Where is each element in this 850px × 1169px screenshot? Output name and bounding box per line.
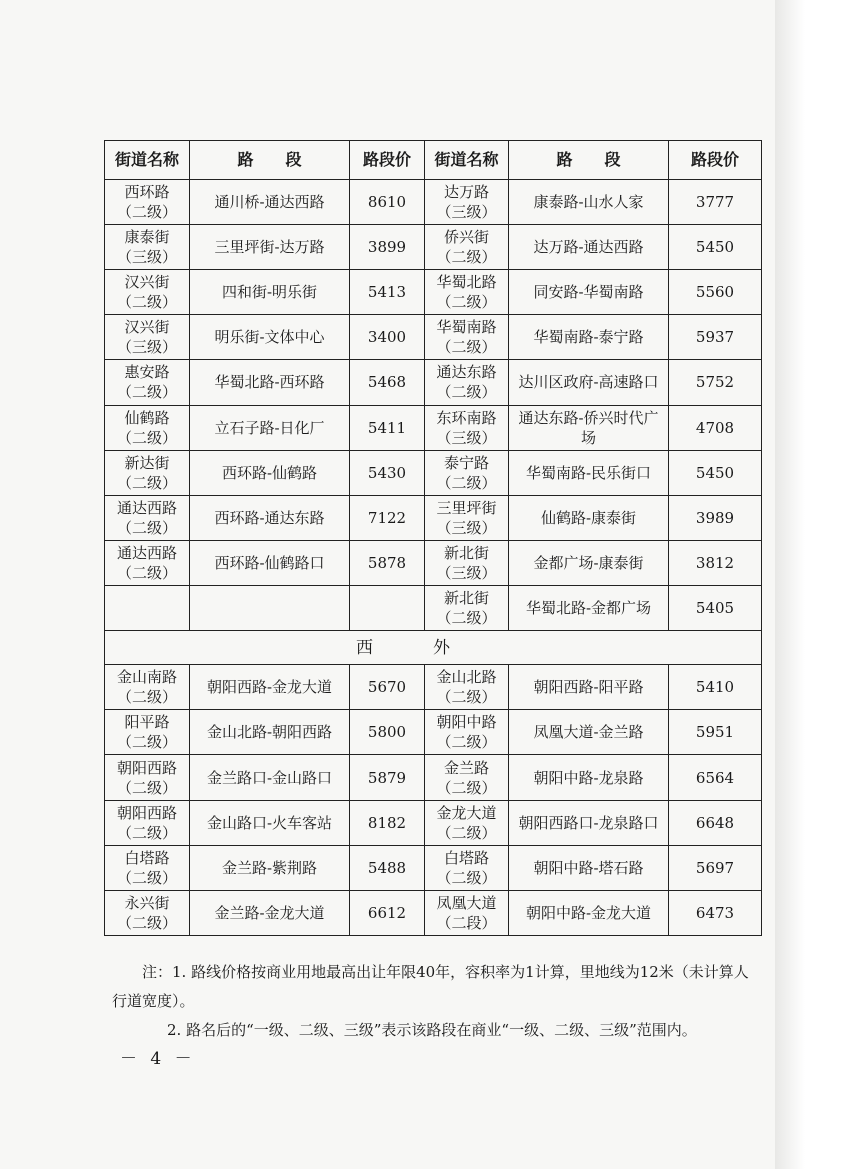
street-name-cell-grade: （二级）	[116, 733, 177, 752]
price-cell: 7122	[350, 495, 425, 540]
segment-cell-2: 朝阳中路-金龙大道	[509, 890, 669, 935]
street-name-cell-2-grade: （二级）	[436, 609, 497, 628]
street-name-cell-label: 阳平路	[124, 713, 170, 732]
header-segment-2: 路 段	[509, 141, 669, 180]
table-row	[105, 360, 762, 405]
street-name-cell-2-label: 凤凰大道	[436, 893, 497, 912]
street-name-cell-2-label: 泰宁路	[443, 453, 489, 472]
street-name-cell-2	[425, 755, 509, 800]
section-row	[105, 631, 762, 665]
table-row	[105, 405, 762, 450]
segment-cell: 朝阳西路-金龙大道	[190, 665, 350, 710]
price-cell: 5670	[350, 665, 425, 710]
segment-cell: 金山北路-朝阳西路	[190, 710, 350, 755]
street-name-cell	[105, 180, 190, 225]
street-name-cell-label: 朝阳西路	[116, 803, 177, 822]
street-name-cell-2	[425, 270, 509, 315]
street-name-cell-2	[425, 710, 509, 755]
table-row	[105, 800, 762, 845]
table-row	[105, 585, 762, 630]
page-edge	[775, 0, 850, 1169]
street-name-cell	[105, 270, 190, 315]
segment-cell-2: 朝阳中路-塔石路	[509, 845, 669, 890]
note-line-1: 注：1. 路线价格按商业用地最高出让年限40年，容积率为1计算，里地线为12米（未计算人行道宽度）。	[112, 963, 749, 1010]
table-row	[105, 710, 762, 755]
street-name-cell-label: 永兴街	[124, 893, 170, 912]
street-name-cell-2-grade: （二级）	[436, 688, 497, 707]
street-name-cell-2-grade: （二级）	[436, 823, 497, 842]
segment-cell-2: 通达东路-侨兴时代广场	[509, 405, 669, 450]
price-cell: 5878	[350, 540, 425, 585]
street-name-cell	[105, 450, 190, 495]
street-name-cell-grade: （二级）	[116, 473, 177, 492]
street-name-cell-2	[425, 495, 509, 540]
table-row	[105, 315, 762, 360]
table-row	[105, 225, 762, 270]
street-name-cell-label: 白塔路	[124, 848, 170, 867]
notes	[112, 958, 752, 1045]
street-name-cell	[105, 540, 190, 585]
street-name-cell-grade: （二级）	[116, 428, 177, 447]
segment-cell-2: 华蜀南路-民乐街口	[509, 450, 669, 495]
table-row	[105, 540, 762, 585]
street-name-cell-2-grade: （二级）	[436, 473, 497, 492]
table-body-top	[105, 180, 762, 631]
street-name-cell	[105, 315, 190, 360]
price-cell: 3400	[350, 315, 425, 360]
price-cell-2: 5951	[669, 710, 762, 755]
segment-cell: 四和街-明乐街	[190, 270, 350, 315]
street-name-cell-2-label: 三里坪街	[436, 498, 497, 517]
price-cell	[350, 585, 425, 630]
street-name-cell-grade: （三级）	[116, 248, 177, 267]
segment-cell: 金兰路-金龙大道	[190, 890, 350, 935]
street-name-cell	[105, 225, 190, 270]
price-cell-2: 3989	[669, 495, 762, 540]
price-cell-2: 6564	[669, 755, 762, 800]
street-name-cell-label: 新达街	[124, 453, 170, 472]
street-name-cell-2-grade: （三级）	[436, 563, 497, 582]
street-name-cell	[105, 585, 190, 630]
street-name-cell-2-grade: （二级）	[436, 383, 497, 402]
segment-cell: 明乐街-文体中心	[190, 315, 350, 360]
street-name-cell-2-grade: （二级）	[436, 868, 497, 887]
table-row	[105, 180, 762, 225]
street-name-cell-2	[425, 800, 509, 845]
section-title: 西外	[105, 631, 762, 665]
price-cell-2: 5752	[669, 360, 762, 405]
header-segment: 路 段	[190, 141, 350, 180]
street-name-cell-grade: （二级）	[116, 518, 177, 537]
segment-cell: 华蜀北路-西环路	[190, 360, 350, 405]
price-cell: 6612	[350, 890, 425, 935]
price-cell-2: 5450	[669, 450, 762, 495]
street-name-cell-label: 汉兴街	[124, 273, 170, 292]
price-cell-2: 5405	[669, 585, 762, 630]
table-row	[105, 450, 762, 495]
street-name-cell-grade: （二级）	[116, 203, 177, 222]
price-cell: 5413	[350, 270, 425, 315]
segment-cell: 三里坪街-达万路	[190, 225, 350, 270]
segment-cell: 西环路-仙鹤路	[190, 450, 350, 495]
street-name-cell-label: 惠安路	[124, 363, 170, 382]
street-name-cell-2-label: 达万路	[443, 183, 489, 202]
street-name-cell-2-label: 东环南路	[436, 408, 497, 427]
price-cell: 5411	[350, 405, 425, 450]
price-cell-2: 6648	[669, 800, 762, 845]
street-name-cell-2-label: 金山北路	[436, 668, 497, 687]
street-name-cell-2-label: 新北街	[443, 543, 489, 562]
street-name-cell-label: 西环路	[124, 183, 170, 202]
street-name-cell-2-label: 金龙大道	[436, 803, 497, 822]
header-price: 路段价	[350, 141, 425, 180]
price-cell: 3899	[350, 225, 425, 270]
price-cell-2: 5410	[669, 665, 762, 710]
street-name-cell-2-grade: （二级）	[436, 248, 497, 267]
table-row	[105, 665, 762, 710]
street-name-cell-grade: （二级）	[116, 778, 177, 797]
street-name-cell	[105, 405, 190, 450]
table-header-row	[105, 141, 762, 180]
segment-cell-2: 华蜀南路-泰宁路	[509, 315, 669, 360]
header-street-name: 街道名称	[105, 141, 190, 180]
street-name-cell-label: 金山南路	[116, 668, 177, 687]
street-name-cell	[105, 710, 190, 755]
street-name-cell-grade: （三级）	[116, 338, 177, 357]
street-name-cell-grade: （二级）	[116, 913, 177, 932]
street-name-cell-label: 汉兴街	[124, 318, 170, 337]
page-number: － 4 －	[120, 1049, 196, 1069]
segment-cell-2: 仙鹤路-康泰街	[509, 495, 669, 540]
table-row	[105, 755, 762, 800]
street-name-cell-2	[425, 315, 509, 360]
segment-cell: 西环路-仙鹤路口	[190, 540, 350, 585]
street-name-cell-2-label: 通达东路	[436, 363, 497, 382]
price-cell: 5488	[350, 845, 425, 890]
segment-cell: 金山路口-火车客站	[190, 800, 350, 845]
street-name-cell-label: 仙鹤路	[124, 408, 170, 427]
street-name-cell-2-grade: （三级）	[436, 518, 497, 537]
price-cell: 5468	[350, 360, 425, 405]
segment-cell-2: 康泰路-山水人家	[509, 180, 669, 225]
price-cell-2: 5937	[669, 315, 762, 360]
street-name-cell-2	[425, 585, 509, 630]
street-name-cell-2-label: 华蜀北路	[436, 273, 497, 292]
street-name-cell-2-grade: （二级）	[436, 293, 497, 312]
street-name-cell-2	[425, 665, 509, 710]
street-name-cell-2	[425, 845, 509, 890]
segment-cell-2: 朝阳西路-阳平路	[509, 665, 669, 710]
price-cell: 5430	[350, 450, 425, 495]
segment-cell: 立石子路-日化厂	[190, 405, 350, 450]
street-name-cell	[105, 845, 190, 890]
street-name-cell-2	[425, 540, 509, 585]
street-name-cell	[105, 755, 190, 800]
segment-cell: 西环路-通达东路	[190, 495, 350, 540]
street-name-cell-2-grade: （二级）	[436, 778, 497, 797]
price-cell: 8182	[350, 800, 425, 845]
street-name-cell	[105, 800, 190, 845]
street-name-cell-2-grade: （三级）	[436, 428, 497, 447]
table-row	[105, 890, 762, 935]
street-name-cell	[105, 890, 190, 935]
street-name-cell	[105, 360, 190, 405]
segment-cell: 通川桥-通达西路	[190, 180, 350, 225]
segment-cell-2: 达川区政府-高速路口	[509, 360, 669, 405]
segment-cell	[190, 585, 350, 630]
table-row	[105, 270, 762, 315]
segment-cell-2: 达万路-通达西路	[509, 225, 669, 270]
street-name-cell-2-grade: （二段）	[436, 913, 497, 932]
price-cell-2: 3812	[669, 540, 762, 585]
street-name-cell-grade: （二级）	[116, 293, 177, 312]
street-name-cell-2-label: 白塔路	[443, 848, 489, 867]
street-name-cell-2-label: 朝阳中路	[436, 713, 497, 732]
street-name-cell-2	[425, 450, 509, 495]
street-name-cell-2-grade: （三级）	[436, 203, 497, 222]
street-name-cell	[105, 665, 190, 710]
street-name-cell-label: 通达西路	[116, 498, 177, 517]
street-name-cell-label: 通达西路	[116, 543, 177, 562]
price-cell: 8610	[350, 180, 425, 225]
street-name-cell-2-label: 侨兴街	[443, 228, 489, 247]
street-name-cell-grade: （二级）	[116, 868, 177, 887]
price-cell-2: 5697	[669, 845, 762, 890]
street-name-cell-grade: （二级）	[116, 823, 177, 842]
street-name-cell-2	[425, 360, 509, 405]
street-name-cell-2	[425, 225, 509, 270]
street-name-cell-2-label: 新北街	[443, 589, 489, 608]
street-name-cell-2-grade: （二级）	[436, 733, 497, 752]
street-name-cell-grade: （二级）	[116, 563, 177, 582]
street-name-cell-2	[425, 405, 509, 450]
street-name-cell-2	[425, 890, 509, 935]
road-price-table	[104, 140, 762, 936]
street-name-cell-2-label: 金兰路	[443, 758, 489, 777]
segment-cell-2: 同安路-华蜀南路	[509, 270, 669, 315]
price-cell-2: 3777	[669, 180, 762, 225]
header-street-name-2: 街道名称	[425, 141, 509, 180]
price-cell-2: 6473	[669, 890, 762, 935]
segment-cell-2: 朝阳中路-龙泉路	[509, 755, 669, 800]
note-line-2: 2. 路名后的“一级、二级、三级”表示该路段在商业“一级、二级、三级”范围内。	[167, 1021, 697, 1039]
segment-cell-2: 凤凰大道-金兰路	[509, 710, 669, 755]
street-name-cell-grade: （二级）	[116, 688, 177, 707]
price-cell-2: 4708	[669, 405, 762, 450]
street-name-cell-label: 康泰街	[124, 228, 170, 247]
table-body-bottom	[105, 665, 762, 936]
segment-cell-2: 华蜀北路-金都广场	[509, 585, 669, 630]
price-cell-2: 5450	[669, 225, 762, 270]
segment-cell: 金兰路口-金山路口	[190, 755, 350, 800]
segment-cell-2: 朝阳西路口-龙泉路口	[509, 800, 669, 845]
street-name-cell-2-grade: （二级）	[436, 338, 497, 357]
header-price-2: 路段价	[669, 141, 762, 180]
table-row	[105, 495, 762, 540]
street-name-cell-2-label: 华蜀南路	[436, 318, 497, 337]
street-name-cell-2	[425, 180, 509, 225]
price-cell-2: 5560	[669, 270, 762, 315]
street-name-cell-grade: （二级）	[116, 383, 177, 402]
price-cell: 5800	[350, 710, 425, 755]
table-row	[105, 845, 762, 890]
segment-cell-2: 金都广场-康泰街	[509, 540, 669, 585]
street-name-cell	[105, 495, 190, 540]
segment-cell: 金兰路-紫荆路	[190, 845, 350, 890]
street-name-cell-label: 朝阳西路	[116, 758, 177, 777]
price-cell: 5879	[350, 755, 425, 800]
